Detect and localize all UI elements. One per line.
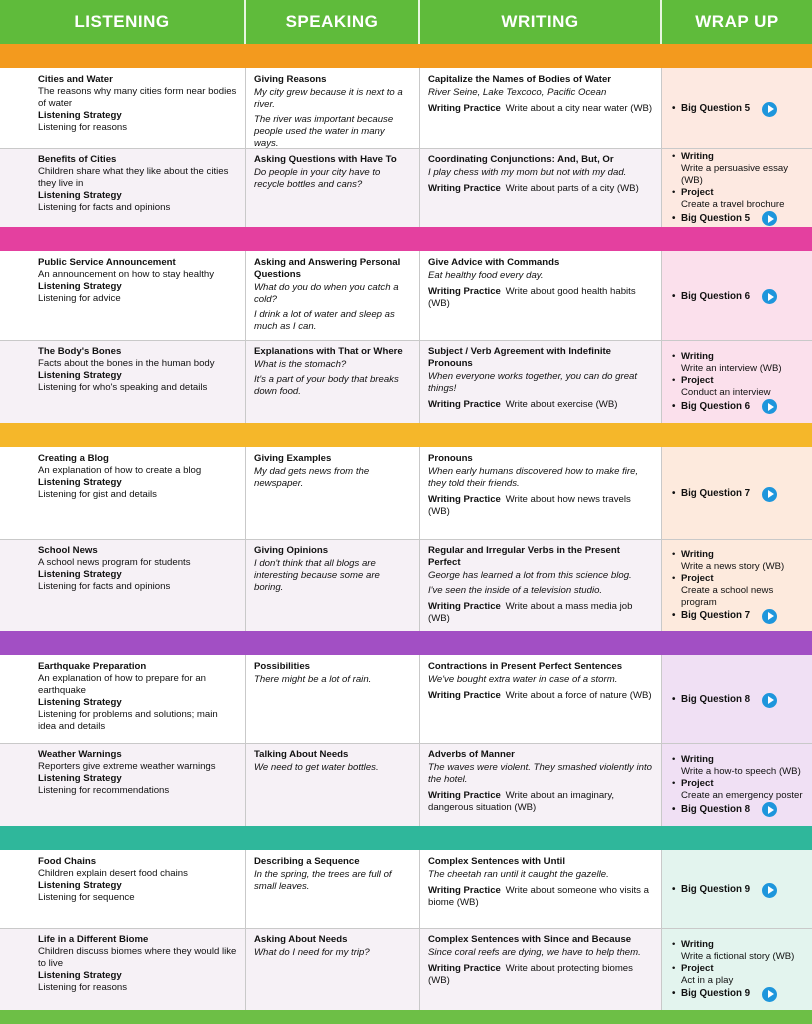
- lesson-title: Food Chains: [38, 856, 97, 867]
- wrap-writing-text: Write a fictional story (WB): [681, 950, 795, 962]
- wrap-project-label: Project: [681, 187, 714, 198]
- unit-block: [0, 251, 812, 423]
- writing-practice-label: Writing Practice: [428, 183, 501, 194]
- speaking-cell: [246, 251, 420, 340]
- wrap-up-cell: [662, 447, 812, 539]
- grammar-title: Give Advice with Commands: [428, 257, 560, 268]
- writing-practice-label: Writing Practice: [428, 601, 501, 612]
- writing-cell: [420, 539, 662, 631]
- row-divider-line: [0, 539, 812, 540]
- big-question-label: Big Question 8: [681, 694, 751, 705]
- big-question-link[interactable]: [672, 609, 804, 624]
- strategy-label: Listening Strategy: [38, 190, 122, 201]
- writing-practice-text: Write about someone who visits a biome (WB): [428, 885, 649, 908]
- writing-practice-label: Writing Practice: [428, 690, 501, 701]
- lesson-row: [0, 539, 812, 631]
- lesson-title: School News: [38, 545, 98, 556]
- speaking-cell: [246, 340, 420, 423]
- lesson-title: Creating a Blog: [38, 453, 109, 464]
- big-question-label: Big Question 5: [681, 212, 751, 224]
- wrap-project: [672, 963, 804, 987]
- bullet: •: [672, 962, 676, 974]
- strategy-text: Listening for advice: [38, 293, 121, 304]
- unit-block: [0, 850, 812, 1010]
- bullet: •: [672, 988, 676, 999]
- lesson-row: [0, 655, 812, 743]
- row-divider-line: [0, 743, 812, 744]
- lesson-row: [0, 743, 812, 826]
- lesson-description: A school news program for students: [38, 557, 191, 568]
- speaking-example: It's a part of your body that breaks down food.: [254, 374, 399, 397]
- bullet: •: [672, 212, 676, 224]
- grammar-title: Adverbs of Manner: [428, 749, 515, 760]
- play-icon[interactable]: [762, 487, 777, 502]
- unit-divider-band: [0, 1010, 812, 1024]
- strategy-label: Listening Strategy: [38, 697, 122, 708]
- bullet: •: [672, 375, 676, 386]
- unit-divider-band: [0, 631, 812, 655]
- wrap-writing-label: Writing: [681, 938, 714, 950]
- lesson-description: Reporters give extreme weather warnings: [38, 761, 216, 772]
- listening-cell: [0, 148, 246, 227]
- column-header-bar: [0, 0, 812, 44]
- speaking-example: The river was important because people used the water in many ways.: [254, 114, 394, 148]
- writing-practice-label: Writing Practice: [428, 399, 501, 410]
- strategy-text: Listening for gist and details: [38, 489, 157, 500]
- speaking-title: Giving Opinions: [254, 545, 329, 556]
- strategy-text: Listening for recommendations: [38, 785, 170, 796]
- writing-practice-text: Write about exercise (WB): [505, 399, 618, 410]
- strategy-label: Listening Strategy: [38, 110, 122, 121]
- listening-cell: [0, 539, 246, 631]
- speaking-cell: [246, 655, 420, 743]
- speaking-cell: [246, 68, 420, 148]
- big-question-link[interactable]: [672, 211, 804, 226]
- wrap-up-cell: [662, 928, 812, 1010]
- writing-cell: [420, 340, 662, 423]
- strategy-label: Listening Strategy: [38, 477, 122, 488]
- play-icon[interactable]: [762, 289, 777, 304]
- speaking-title: Possibilities: [254, 661, 310, 672]
- grammar-example: George has learned a lot from this science blog.: [428, 570, 632, 581]
- grammar-example: Eat healthy food every day.: [428, 270, 544, 281]
- wrap-project-text: Conduct an interview: [681, 387, 771, 398]
- wrap-project-text: Create a school news program: [681, 584, 774, 608]
- writing-practice: [428, 963, 653, 987]
- grammar-example: We've bought extra water in case of a storm.: [428, 674, 618, 685]
- speaking-example: There might be a lot of rain.: [254, 674, 372, 685]
- listening-cell: [0, 251, 246, 340]
- big-question-link[interactable]: [672, 487, 804, 502]
- speaking-example: In the spring, the trees are full of small leaves.: [254, 869, 392, 892]
- bullet: •: [672, 548, 676, 560]
- wrap-project-label: Project: [681, 778, 714, 789]
- row-divider-line: [0, 148, 812, 149]
- writing-cell: [420, 148, 662, 227]
- writing-cell: [420, 68, 662, 148]
- big-question-label: Big Question 5: [681, 103, 751, 114]
- wrap-writing-label: Writing: [681, 151, 714, 162]
- wrap-project-text: Act in a play: [681, 974, 734, 986]
- grammar-title: Subject / Verb Agreement with Indefinite Pronouns: [428, 346, 612, 369]
- grammar-title: Coordinating Conjunctions: And, But, Or: [428, 154, 614, 165]
- listening-cell: [0, 928, 246, 1010]
- bullet: •: [672, 151, 676, 162]
- big-question-link[interactable]: [672, 289, 804, 304]
- speaking-example: I drink a lot of water and sleep as much as I can.: [254, 309, 395, 332]
- speaking-title: Giving Reasons: [254, 74, 327, 85]
- lesson-description: Children discuss biomes where they would like to live: [38, 946, 237, 969]
- strategy-text: Listening for facts and opinions: [38, 202, 171, 213]
- speaking-title: Talking About Needs: [254, 749, 349, 760]
- bullet: •: [672, 351, 676, 362]
- speaking-example: I don't think that all blogs are interesting because some are boring.: [254, 558, 380, 593]
- listening-cell: [0, 447, 246, 539]
- grammar-title: Regular and Irregular Verbs in the Present Perfect: [428, 545, 620, 568]
- wrap-writing-label: Writing: [681, 548, 714, 560]
- grammar-example: The waves were violent. They smashed violently into the hotel.: [428, 762, 652, 785]
- lesson-description: Facts about the bones in the human body: [38, 358, 215, 369]
- speaking-example: What is the stomach?: [254, 359, 347, 370]
- wrap-project: [672, 187, 804, 211]
- wrap-writing-label: Writing: [681, 754, 714, 765]
- big-question-label: Big Question 7: [681, 610, 751, 621]
- speaking-cell: [246, 447, 420, 539]
- lesson-title: Cities and Water: [38, 74, 113, 85]
- wrap-project: [672, 573, 804, 609]
- wrap-up-cell: [662, 539, 812, 631]
- strategy-text: Listening for who's speaking and details: [38, 382, 208, 393]
- writing-practice: [428, 885, 653, 909]
- strategy-label: Listening Strategy: [38, 569, 122, 580]
- strategy-text: Listening for facts and opinions: [38, 581, 171, 592]
- speaking-example: My dad gets news from the newspaper.: [254, 466, 370, 489]
- speaking-title: Explanations with That or Where: [254, 346, 403, 357]
- speaking-example: What do you do when you catch a cold?: [254, 282, 399, 305]
- speaking-cell: [246, 850, 420, 928]
- speaking-title: Asking and Answering Personal Questions: [254, 257, 401, 280]
- writing-practice-text: Write about protecting biomes (WB): [428, 963, 633, 986]
- writing-practice: [428, 494, 653, 518]
- wrap-writing-text: Write an interview (WB): [681, 363, 782, 374]
- listening-cell: [0, 743, 246, 826]
- wrap-up-cell: [662, 655, 812, 743]
- writing-practice-text: Write about a force of nature (WB): [505, 690, 652, 701]
- bullet: •: [672, 803, 676, 815]
- writing-practice-text: Write about an imaginary, dangerous situation (WB): [428, 790, 615, 813]
- unit-divider-band: [0, 423, 812, 447]
- speaking-title: Giving Examples: [254, 453, 332, 464]
- grammar-example: I've seen the inside of a television studio.: [428, 585, 603, 596]
- writing-practice: [428, 103, 653, 115]
- lesson-description: An announcement on how to stay healthy: [38, 269, 215, 280]
- grammar-title: Complex Sentences with Since and Because: [428, 934, 632, 945]
- unit-divider-band: [0, 826, 812, 850]
- play-icon[interactable]: [762, 693, 777, 708]
- strategy-text: Listening for reasons: [38, 122, 128, 133]
- lesson-row: [0, 928, 812, 1010]
- writing-practice-text: Write about how news travels (WB): [428, 494, 631, 517]
- writing-cell: [420, 447, 662, 539]
- big-question-label: Big Question 6: [681, 290, 751, 302]
- lesson-title: Life in a Different Biome: [38, 934, 149, 945]
- play-icon[interactable]: [762, 802, 777, 817]
- grammar-example: Since coral reefs are dying, we have to help them.: [428, 947, 641, 958]
- grammar-example: River Seine, Lake Texcoco, Pacific Ocean: [428, 87, 607, 98]
- writing-cell: [420, 928, 662, 1010]
- grammar-title: Complex Sentences with Until: [428, 856, 566, 867]
- bullet: •: [672, 103, 676, 114]
- lesson-title: Benefits of Cities: [38, 154, 117, 165]
- grammar-example: I play chess with my mom but not with my dad.: [428, 167, 627, 178]
- strategy-text: Listening for reasons: [38, 982, 128, 993]
- bullet: •: [672, 488, 676, 499]
- unit-block: [0, 68, 812, 227]
- header-writing: WRITING: [420, 0, 662, 44]
- speaking-example: My city grew because it is next to a river.: [254, 87, 403, 110]
- lesson-title: The Body's Bones: [38, 346, 122, 357]
- strategy-text: Listening for problems and solutions; main idea and details: [38, 709, 218, 732]
- wrap-writing-text: Write a news story (WB): [681, 560, 785, 572]
- speaking-example: What do I need for my trip?: [254, 947, 370, 958]
- listening-cell: [0, 340, 246, 423]
- wrap-writing-text: Write a how-to speech (WB): [681, 766, 801, 777]
- speaking-title: Describing a Sequence: [254, 856, 360, 867]
- unit-divider-band: [0, 44, 812, 68]
- speaking-cell: [246, 148, 420, 227]
- bullet: •: [672, 694, 676, 705]
- header-listening: LISTENING: [0, 0, 246, 44]
- unit-block: [0, 655, 812, 826]
- row-divider-line: [0, 928, 812, 929]
- strategy-text: Listening for sequence: [38, 892, 135, 903]
- wrap-project: [672, 778, 804, 802]
- wrap-writing-text: Write a persuasive essay (WB): [681, 163, 788, 186]
- big-question-label: Big Question 7: [681, 488, 751, 499]
- speaking-title: Asking Questions with Have To: [254, 154, 397, 165]
- wrap-up-cell: [662, 340, 812, 423]
- writing-practice: [428, 286, 653, 310]
- grammar-title: Capitalize the Names of Bodies of Water: [428, 74, 612, 85]
- header-speaking: SPEAKING: [246, 0, 420, 44]
- big-question-label: Big Question 8: [681, 803, 751, 815]
- writing-practice: [428, 790, 653, 814]
- writing-cell: [420, 251, 662, 340]
- lesson-description: Children share what they like about the cities they live in: [38, 166, 229, 189]
- play-icon[interactable]: [762, 102, 777, 117]
- big-question-link[interactable]: [672, 693, 804, 708]
- big-question-link[interactable]: [672, 102, 804, 117]
- wrap-project: [672, 375, 804, 399]
- wrap-project-text: Create an emergency poster: [681, 790, 803, 801]
- unit-divider-band: [0, 227, 812, 251]
- bullet: •: [672, 884, 676, 895]
- writing-practice-text: Write about good health habits (WB): [428, 286, 636, 309]
- writing-cell: [420, 743, 662, 826]
- lesson-row: [0, 148, 812, 227]
- wrap-up-cell: [662, 743, 812, 826]
- writing-practice: [428, 399, 653, 411]
- speaking-example: We need to get water bottles.: [254, 762, 379, 773]
- speaking-cell: [246, 928, 420, 1010]
- big-question-link[interactable]: [672, 987, 804, 1002]
- big-question-link[interactable]: [672, 802, 804, 817]
- bullet: •: [672, 400, 676, 412]
- bullet: •: [672, 187, 676, 198]
- wrap-project-text: Create a travel brochure: [681, 199, 785, 210]
- play-icon[interactable]: [762, 211, 777, 226]
- big-question-link[interactable]: [672, 399, 804, 414]
- listening-cell: [0, 68, 246, 148]
- lesson-row: [0, 447, 812, 539]
- writing-practice-label: Writing Practice: [428, 790, 501, 801]
- speaking-cell: [246, 743, 420, 826]
- writing-practice-text: Write about a mass media job (WB): [428, 601, 633, 624]
- grammar-example: The cheetah ran until it caught the gazelle.: [428, 869, 609, 880]
- bullet: •: [672, 610, 676, 621]
- strategy-label: Listening Strategy: [38, 773, 122, 784]
- header-wrap-up: WRAP UP: [695, 12, 779, 31]
- wrap-writing: [672, 754, 804, 778]
- strategy-label: Listening Strategy: [38, 970, 122, 981]
- big-question-label: Big Question 9: [681, 988, 751, 999]
- grammar-title: Contractions in Present Perfect Sentences: [428, 661, 623, 672]
- lesson-row: [0, 340, 812, 423]
- wrap-writing: [672, 549, 804, 573]
- grammar-title: Pronouns: [428, 453, 473, 464]
- lesson-description: The reasons why many cities form near bodies of water: [38, 86, 237, 109]
- bullet: •: [672, 290, 676, 302]
- play-icon[interactable]: [762, 987, 777, 1002]
- strategy-label: Listening Strategy: [38, 880, 122, 891]
- writing-practice-label: Writing Practice: [428, 103, 501, 114]
- bullet: •: [672, 572, 676, 584]
- lesson-row: [0, 251, 812, 340]
- lesson-description: Children explain desert food chains: [38, 868, 188, 879]
- wrap-writing: [672, 939, 804, 963]
- wrap-up-cell: [662, 68, 812, 148]
- bullet: •: [672, 754, 676, 765]
- writing-practice-label: Writing Practice: [428, 885, 501, 896]
- strategy-label: Listening Strategy: [38, 281, 122, 292]
- writing-practice-label: Writing Practice: [428, 494, 501, 505]
- lesson-title: Public Service Announcement: [38, 257, 176, 268]
- wrap-up-cell: [662, 850, 812, 928]
- writing-practice-text: Write about a city near water (WB): [505, 103, 653, 114]
- wrap-project-label: Project: [681, 375, 714, 386]
- writing-practice: [428, 601, 653, 625]
- wrap-writing-label: Writing: [681, 351, 714, 362]
- grammar-example: When early humans discovered how to make fire, they told their friends.: [428, 466, 639, 489]
- big-question-label: Big Question 9: [681, 884, 751, 895]
- writing-cell: [420, 655, 662, 743]
- writing-practice: [428, 690, 653, 702]
- writing-practice-label: Writing Practice: [428, 963, 501, 974]
- listening-cell: [0, 850, 246, 928]
- speaking-example: Do people in your city have to recycle bottles and cans?: [254, 167, 381, 190]
- writing-cell: [420, 850, 662, 928]
- unit-block: [0, 447, 812, 631]
- grammar-example: When everyone works together, you can do great things!: [428, 371, 638, 394]
- bullet: •: [672, 778, 676, 789]
- lesson-description: An explanation of how to prepare for an earthquake: [38, 673, 207, 696]
- wrap-project-label: Project: [681, 572, 714, 584]
- writing-practice: [428, 183, 653, 195]
- strategy-label: Listening Strategy: [38, 370, 122, 381]
- play-icon[interactable]: [762, 883, 777, 898]
- big-question-label: Big Question 6: [681, 400, 751, 412]
- speaking-title: Asking About Needs: [254, 934, 348, 945]
- lesson-row: [0, 68, 812, 148]
- wrap-up-cell: [662, 251, 812, 340]
- bullet: •: [672, 938, 676, 950]
- play-icon[interactable]: [762, 609, 777, 624]
- lesson-row: [0, 850, 812, 928]
- writing-practice-text: Write about parts of a city (WB): [505, 183, 639, 194]
- wrap-writing: [672, 151, 804, 187]
- lesson-description: An explanation of how to create a blog: [38, 465, 202, 476]
- speaking-cell: [246, 539, 420, 631]
- wrap-writing: [672, 351, 804, 375]
- row-divider-line: [0, 340, 812, 341]
- big-question-link[interactable]: [672, 883, 804, 898]
- wrap-project-label: Project: [681, 962, 714, 974]
- writing-practice-label: Writing Practice: [428, 286, 501, 297]
- listening-cell: [0, 655, 246, 743]
- lesson-title: Weather Warnings: [38, 749, 122, 760]
- play-icon[interactable]: [762, 399, 777, 414]
- wrap-up-cell: [662, 148, 812, 227]
- lesson-title: Earthquake Preparation: [38, 661, 147, 672]
